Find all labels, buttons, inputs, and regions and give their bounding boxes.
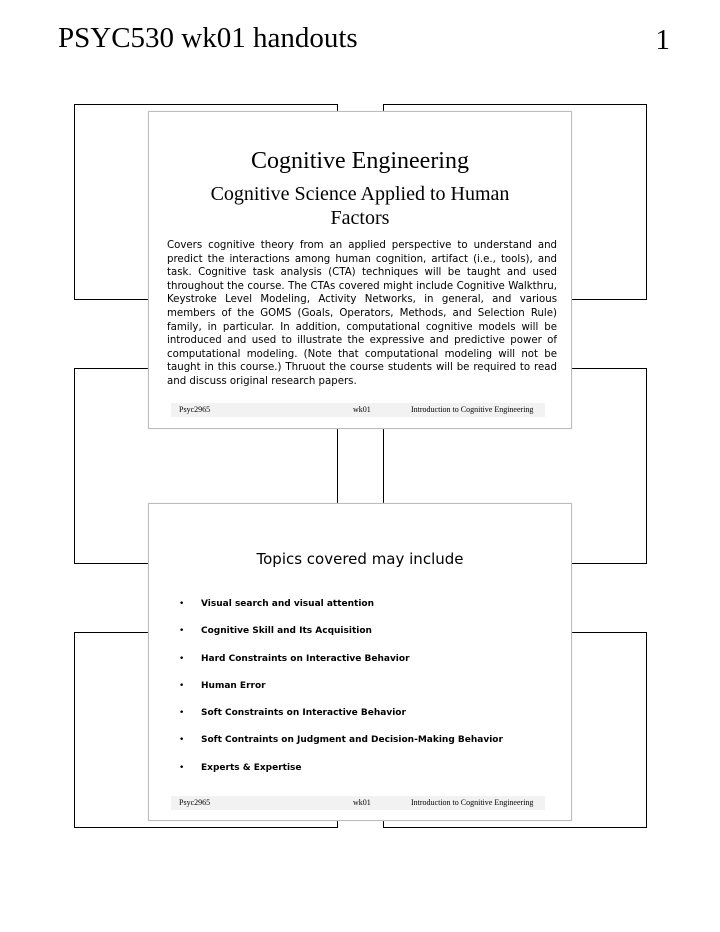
- slide1-body: Covers cognitive theory from an applied perspective to understand and predict the interactions among human cognition, artifact (i.e., tools), and task. Cognitive task analysis (CTA) techniques will be taught and used throughout the course. The CTAs covered might include Cognitive Walkthru, Keystroke Level Modeling, Activity Networks, in general, and various members of the GOMS (Goals, Operators, Methods, and Selection Rule) family, in particular. In addition, computational cognitive models will be introduced and used to illustrate the expressive and predictive power of computational modeling. (Note that computational modeling will not be taught in this course.) Thruout the course students will be required to read and discuss original research papers.: [167, 240, 557, 387]
- slide2-footer: [171, 796, 545, 810]
- topic-item: [179, 735, 503, 745]
- topic-item: [179, 599, 374, 609]
- topic-label: Hard Constraints on Interactive Behavior: [201, 654, 410, 664]
- topic-label: Experts & Expertise: [201, 763, 302, 773]
- topic-item: [179, 763, 302, 773]
- slide2-footer-right: Introduction to Cognitive Engineering: [411, 798, 534, 807]
- slide2-title: Topics covered may include: [256, 550, 464, 568]
- bullet-icon: •: [179, 708, 185, 718]
- handout-title: PSYC530 wk01 handouts: [58, 22, 358, 54]
- topic-item: [179, 708, 406, 718]
- topic-label: Human Error: [201, 681, 266, 691]
- slide1-footer-right: Introduction to Cognitive Engineering: [411, 405, 534, 414]
- bullet-icon: •: [179, 599, 185, 609]
- bullet-icon: •: [179, 681, 185, 691]
- slide1-footer-left: Psyc2965: [179, 405, 211, 414]
- slide1-subtitle: Cognitive Science Applied to Human Factors: [210, 183, 510, 229]
- bullet-icon: •: [179, 626, 185, 636]
- bullet-icon: •: [179, 763, 185, 773]
- topic-label: Soft Constraints on Interactive Behavior: [201, 708, 406, 718]
- topic-item: [179, 654, 410, 664]
- slide1-title: Cognitive Engineering: [251, 148, 469, 174]
- topic-item: [179, 681, 266, 691]
- slide1-footer-middle: wk01: [353, 405, 371, 414]
- topic-label: Visual search and visual attention: [201, 599, 375, 609]
- slide2-footer-middle: wk01: [353, 798, 371, 807]
- slide1-footer: [171, 403, 545, 417]
- topic-label: Cognitive Skill and Its Acquisition: [201, 626, 372, 636]
- bullet-icon: •: [179, 654, 185, 664]
- topic-label: Soft Contraints on Judgment and Decision-Making Behavior: [201, 735, 503, 745]
- topic-item: [179, 626, 372, 636]
- slide-topics: [148, 503, 572, 821]
- page-number: 1: [655, 24, 670, 56]
- slide-cognitive-engineering: [148, 111, 572, 429]
- bullet-icon: •: [179, 735, 185, 745]
- slide2-footer-left: Psyc2965: [179, 798, 211, 807]
